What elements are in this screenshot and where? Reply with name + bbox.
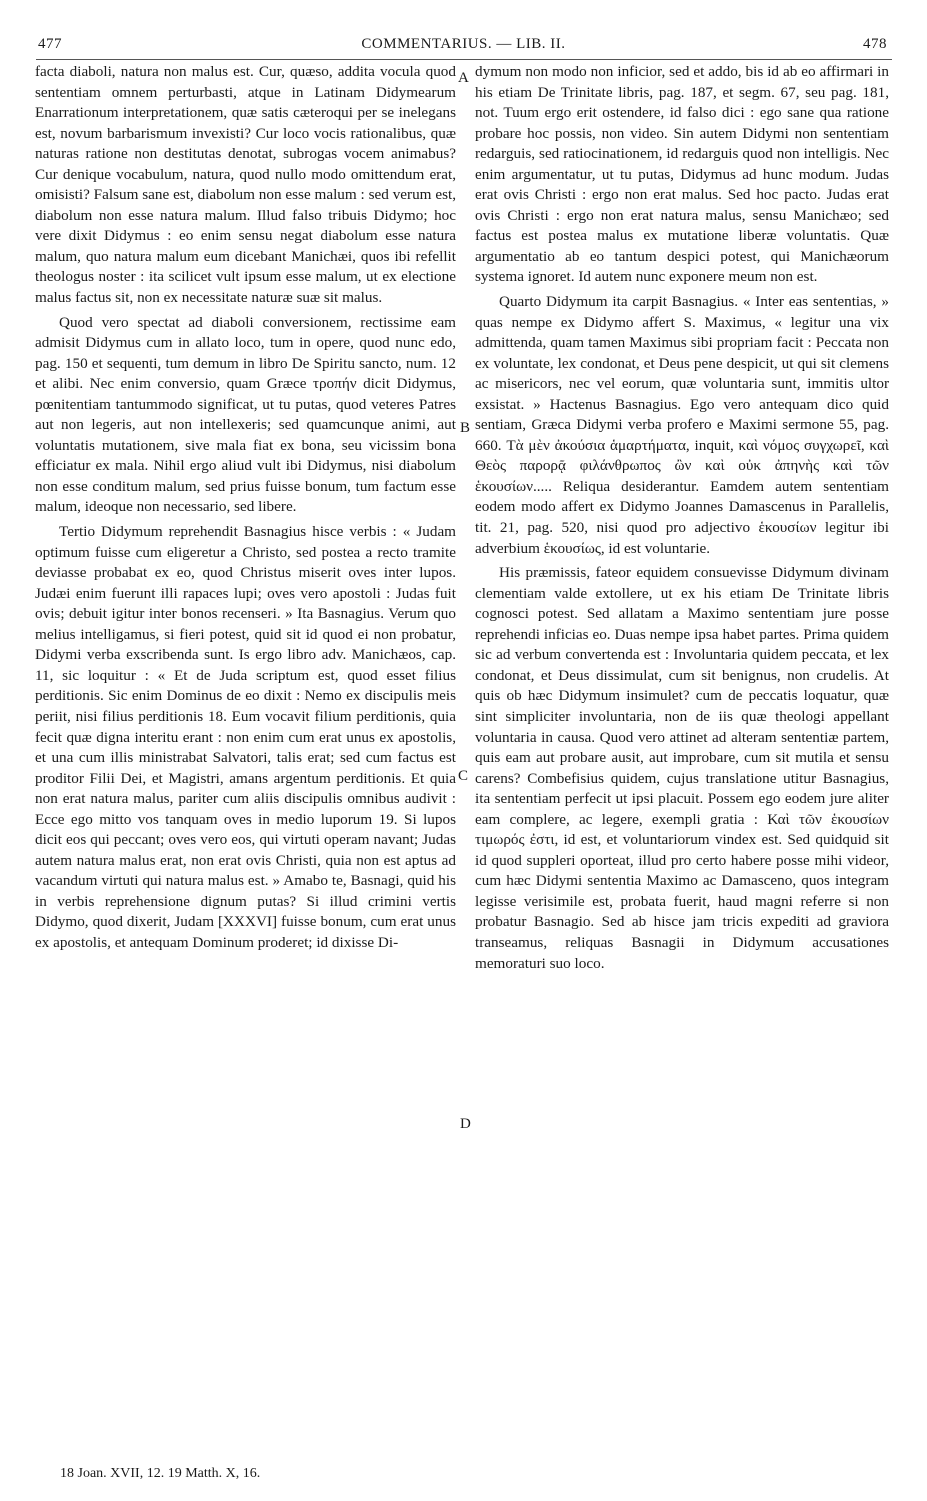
margin-marker-d: D bbox=[460, 1116, 471, 1132]
page-number-right: 478 bbox=[863, 36, 887, 52]
page-number-left: 477 bbox=[38, 36, 62, 52]
right-paragraph-2: Quarto Didymum ita carpit Basnagius. « Inter eas sententias, » quas nempe ex Didymo affert S. Maximus, « legitur una vix admittenda, quam tamen Maximus sibi propriam facit : Peccata non ex voluntate, lex condonat, et Deus pene despicit, ut qui sit clemens ac misericors, nec vel eorum, quæ voluntaria sunt, immitis ultor exsistat. » Hactenus Basnagius. Ego vero antequam dico quid sentiam, Græca Didymi verba profero e Maximi sermone 55, pag. 660. Τὰ μὲν ἀκούσια ἁμαρτήματα, inquit, καὶ νόμος συγχωρεῖ, καὶ Θεὸς παρορᾷ φιλάνθρωπος ὢν καὶ οὐκ ἀπηνὴς καὶ τῶν ἑκουσίων..... Reliqua desiderantur. Eamdem autem sententiam eodem modo affert ex Didymo Joannes Damascenus in Parallelis, tit. 21, pag. 520, nisi quod pro adjectivo ἑκουσίων legitur ibi adverbium ἑκουσίως, id est voluntarie. bbox=[475, 293, 889, 557]
running-title: COMMENTARIUS. — LIB. II. bbox=[361, 36, 566, 52]
left-paragraph-3: Tertio Didymum reprehendit Basnagius hisce verbis : « Judam optimum fuisse cum eligeretur a Christo, sed postea a recto tramite deviasse probabat ex eo, quod Christus miserit oves inter lupos. Judæi enim fuerunt illi rapaces lupi; oves vero apostoli : Judas fuit ovis; debuit igitur inter bonos recenseri. » Ita Basnagius. Verum quo melius intelligamus, si fieri potest, quid sit id quod ei non probatur, Didymi verba exscribenda sunt. Is ergo libro adv. Manichæos, cap. 11, sic loquitur : « Et de Juda scriptum est, quod esset filius perditionis. Sic enim Dominus de eo dixit : Nemo ex discipulis meis periit, nisi filius perditionis 18. Eum vocavit filium perditionis, quia fecit quæ digna interitu erant : non enim cum erat unus ex apostolis, et una cum illis ministrabat Salvatori, talis erat; sed cum factus est proditor Filii Dei, et Magistri, amans argentum perditionis. Et quia non erat natura malus, pariter cum aliis discipulis omnibus audivit : Ecce ego mitto vos tanquam oves in medio luporum 19. Si lupos dicit eos qui peccant; oves vero eos, qui virtuti operam navant; Judas autem natura malus erat, non erat ovis Christi, quia non est aptus ad vacandum virtuti qui natura malus est. » Amabo te, Basnagi, quid his in verbis reprehensione dignum putas? Si illud crimini vertis Didymo, quod dixerit, Judam [XXXVI] fuisse bonum, cum erat unus ex apostolis, et antequam Dominum proderet; id dixisse Di- bbox=[35, 523, 456, 951]
margin-marker-b: B bbox=[460, 420, 471, 436]
page-header bbox=[0, 36, 927, 58]
header-rule bbox=[36, 59, 892, 60]
right-column bbox=[475, 62, 889, 974]
margin-marker-c: C bbox=[458, 768, 469, 784]
left-column bbox=[35, 62, 456, 954]
right-paragraph-3: His præmissis, fateor equidem consuevisse Didymum divinam clementiam valde extollere, ut ex his etiam De Trinitate libris cognosci potest. Sed allatam a Maximo sententiam jure posse reprehendi inficias eo. Duas nempe ipsa habet partes. Prima quidem sic ad verbum convertenda est : Involuntaria quidem peccata, et lex condonat, et Deus dissimulat, cum sit benignus, non crudelis. At quis ob hæc Didymum insimulet? cum de peccatis loquatur, quæ sint simpliciter involuntaria, non de iis quæ theologi appellant voluntaria in causa. Quod vero attinet ad alteram sententiæ partem, quis eam aut probare ausit, aut improbare, cum sit mutila et sensu carens? Combefisius quidem, cujus translatione utitur Basnagius, ita sententiam perfecit ut ipsi placuit. Possem ego eodem jure aliter eam complere, ac legere, exempli gratia : Καὶ τῶν ἑκουσίων τιμωρός ἐστι, id est, et voluntariorum vindex est. Sed quidquid sit id quod suppleri oporteat, illud pro certo habere posse mihi videor, cum hæc Didymi sententia Maximo ac Damasceno, quos integram legisse verisimile est, probata fuerit, haud magni referre si non probatur Basnagio. Sed ab hisce jam tricis expediti ad graviora transeamus, reliquas Basnagii in Didymum accusationes memoraturi suo loco. bbox=[475, 564, 889, 972]
left-paragraph-1: facta diaboli, natura non malus est. Cur, quæso, addita vocula quod sententiam omnem perturbasti, atque in Latinam Didymearum Enarrationum interpretationem, quæ satis cæteroqui per se inelegans est, novum barbarismum invexisti? Cur loco vocis rationalibus, quæ naturas ratione non destitutas denotat, subrogas vocem animabus? Cur denique vocabulum, natura, quod nullo modo omittendum erat, omisisti? Falsum sane est, diabolum non esse malum : sed verum est, diabolum non esse natura malum. Illud falso tribuis Didymo; hoc vere dixit Didymus : eo enim sensu negat diabolum esse natura malum, quo natura malum eum dicebant Manichæi, quos ibi refellit theologus noster : ita scilicet vult ipsum esse malum, ut ex electione malus factus sit, non ex necessitate naturæ suæ sit malus. bbox=[35, 63, 456, 307]
footnotes: 18 Joan. XVII, 12. 19 Matth. X, 16. bbox=[60, 1466, 261, 1481]
left-paragraph-2: Quod vero spectat ad diaboli conversionem, rectissime eam admisit Didymus cum in allato loco, tum in opere, quod nunc edo, pag. 150 et sequenti, tum demum in libro De Spiritu sancto, num. 12 et alibi. Nec enim conversio, quam Græce τροπήν dicit Didymus, pœnitentiam tantummodo significat, ut tu putas, quod veteres Patres aut non legeris, aut non intellexeris; sed quamcunque animi, aut voluntatis mutationem, sive mala fiat ex bona, seu vicissim bona efficiatur ex mala. Nihil ergo aliud vult ibi Didymus, nisi diabolum non esse conditum malum, sed prius fuisse bonum, tum factum esse malum, ideoque non necessario, sed libere. bbox=[35, 313, 456, 516]
right-paragraph-1: dymum non modo non inficior, sed et addo, bis id ab eo affirmari in his etiam De Trinitate libris, pag. 187, et segm. 67, seu pag. 181, not. Tuum ergo erit ostendere, id falso dici : ego sane qua ratione probare hoc possis, non video. Sin autem Didymi non sententiam redarguis, sed ratiocinationem, id redarguis quod non intelligis. Nec enim argumentatur, ut tu putas, Didymus ad hunc modum. Judas erat ovis Christi : ergo non erat malus. Sed hoc pacto. Judas erat ovis Christi : ergo non erat natura malus, sensu Manichæo; sed factus est postea malus ex mutatione liberæ voluntatis. Quæ argumentatio ab eo tantum despici potest, qui Manichæorum systema ignoret. Id autem nunc exponere meum non est. bbox=[475, 63, 889, 286]
margin-marker-a: A bbox=[458, 70, 469, 86]
